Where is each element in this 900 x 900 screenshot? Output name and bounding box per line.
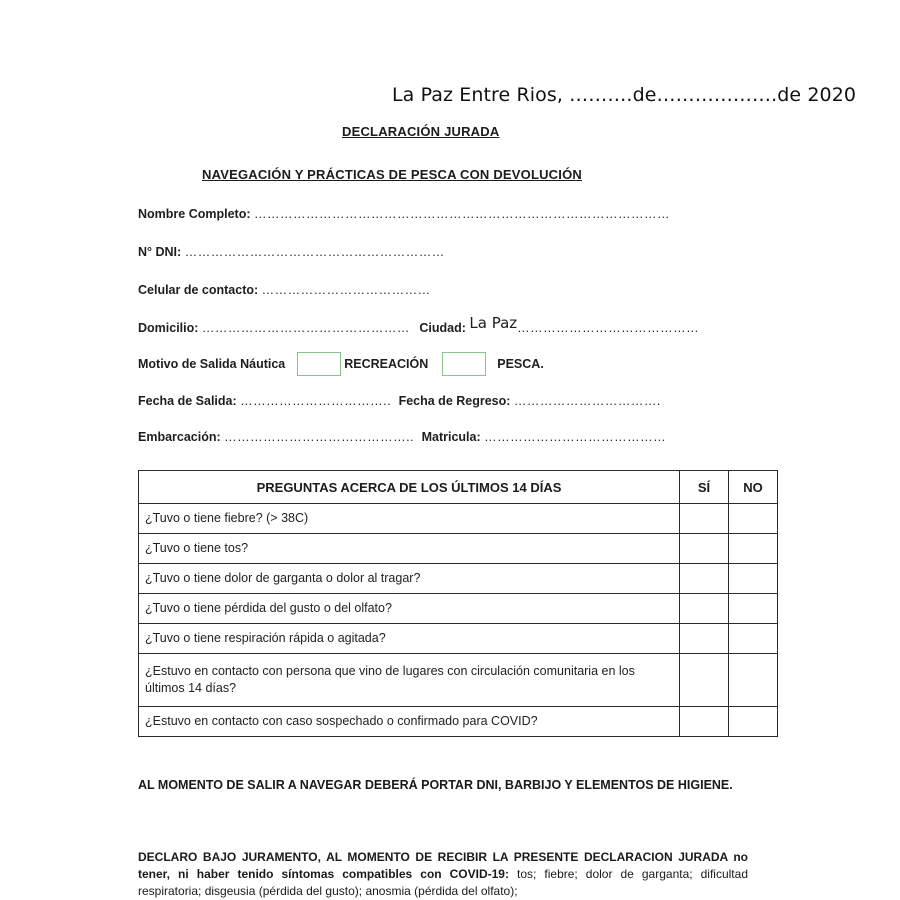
fecha-regreso-label: Fecha de Regreso: — [398, 394, 511, 408]
question-cell: ¿Estuvo en contacto con caso sospechado o confirmado para COVID? — [139, 707, 680, 737]
table-row — [139, 594, 778, 624]
declaration-body: tos; fiebre; dolor de garganta; dificultad respiratoria; disgeusia (pérdida del gusto); anosmia (pérdida del olfato); — [138, 867, 748, 898]
matricula-label: Matricula: — [421, 430, 481, 444]
recreacion-label: RECREACIÓN — [344, 357, 429, 371]
no-answer-cell[interactable] — [729, 654, 778, 707]
yes-answer-cell[interactable] — [680, 707, 729, 737]
domicilio-ciudad-field — [138, 314, 700, 336]
domicilio-blank[interactable]: ………………………………………… — [201, 321, 410, 335]
table-row — [139, 707, 778, 737]
symptoms-table — [138, 470, 778, 737]
motivo-label: Motivo de Salida Náutica — [138, 357, 286, 371]
motivo-field — [138, 352, 544, 376]
table-row — [139, 504, 778, 534]
yes-answer-cell[interactable] — [680, 594, 729, 624]
yes-answer-cell[interactable] — [680, 564, 729, 594]
celular-blank[interactable]: ………………………………… — [261, 283, 431, 297]
declaration-paragraph — [138, 849, 748, 900]
question-cell: ¿Estuvo en contacto con persona que vino de lugares con circulación comunitaria en los últimos 14 días? — [139, 654, 680, 707]
yes-answer-cell[interactable] — [680, 624, 729, 654]
table-row — [139, 624, 778, 654]
matricula-blank[interactable]: …………………………………… — [484, 430, 667, 444]
question-cell: ¿Tuvo o tiene fiebre? (> 38C) — [139, 504, 680, 534]
ciudad-value: La Paz — [469, 314, 518, 332]
fecha-salida-blank[interactable]: …………………………….. — [240, 394, 392, 408]
table-row — [139, 564, 778, 594]
ciudad-label: Ciudad: — [419, 321, 466, 335]
table-row — [139, 654, 778, 707]
question-cell: ¿Tuvo o tiene pérdida del gusto o del olfato? — [139, 594, 680, 624]
nombre-label: Nombre Completo: — [138, 207, 251, 221]
no-answer-cell[interactable] — [729, 534, 778, 564]
table-header-yes: SÍ — [680, 471, 729, 504]
embarcacion-label: Embarcación: — [138, 430, 221, 444]
question-cell: ¿Tuvo o tiene respiración rápida o agitada? — [139, 624, 680, 654]
dni-field — [138, 245, 445, 259]
dni-label: N° DNI: — [138, 245, 182, 259]
ciudad-blank[interactable]: …………………………………… — [517, 321, 700, 335]
fecha-salida-label: Fecha de Salida: — [138, 394, 237, 408]
embarcacion-field — [138, 430, 666, 444]
table-header-questions: PREGUNTAS ACERCA DE LOS ÚLTIMOS 14 DÍAS — [139, 471, 680, 504]
nombre-blank[interactable]: …………………………………………………………………………………… — [253, 207, 670, 221]
dni-blank[interactable]: …………………………………………………… — [184, 245, 445, 259]
no-answer-cell[interactable] — [729, 594, 778, 624]
fechas-field — [138, 394, 661, 408]
no-answer-cell[interactable] — [729, 624, 778, 654]
recreacion-checkbox[interactable] — [297, 352, 341, 376]
question-cell: ¿Tuvo o tiene dolor de garganta o dolor al tragar? — [139, 564, 680, 594]
place-date-line: La Paz Entre Rios, ……….de……………….de 2020 — [392, 84, 857, 106]
table-row — [139, 534, 778, 564]
celular-field — [138, 283, 431, 297]
celular-label: Celular de contacto: — [138, 283, 259, 297]
pesca-checkbox[interactable] — [442, 352, 486, 376]
pesca-label: PESCA. — [497, 357, 544, 371]
table-header-no: NO — [729, 471, 778, 504]
yes-answer-cell[interactable] — [680, 654, 729, 707]
yes-answer-cell[interactable] — [680, 534, 729, 564]
document-title: DECLARACIÓN JURADA — [342, 124, 500, 139]
no-answer-cell[interactable] — [729, 504, 778, 534]
yes-answer-cell[interactable] — [680, 504, 729, 534]
declaration-lead: DECLARO BAJO JURAMENTO, AL MOMENTO DE RECIBIR LA PRESENTE DECLARACION JURADA no tener, ni haber tenido síntomas compatibles con COVID-19: — [138, 850, 748, 881]
nombre-field — [138, 207, 670, 221]
no-answer-cell[interactable] — [729, 707, 778, 737]
domicilio-label: Domicilio: — [138, 321, 199, 335]
embarcacion-blank[interactable]: …………………………………….. — [224, 430, 415, 444]
no-answer-cell[interactable] — [729, 564, 778, 594]
notice-text: AL MOMENTO DE SALIR A NAVEGAR DEBERÁ PORTAR DNI, BARBIJO Y ELEMENTOS DE HIGIENE. — [138, 778, 733, 792]
document-subtitle: NAVEGACIÓN Y PRÁCTICAS DE PESCA CON DEVOLUCIÓN — [202, 167, 582, 182]
question-cell: ¿Tuvo o tiene tos? — [139, 534, 680, 564]
fecha-regreso-blank[interactable]: ……………………………. — [513, 394, 661, 408]
